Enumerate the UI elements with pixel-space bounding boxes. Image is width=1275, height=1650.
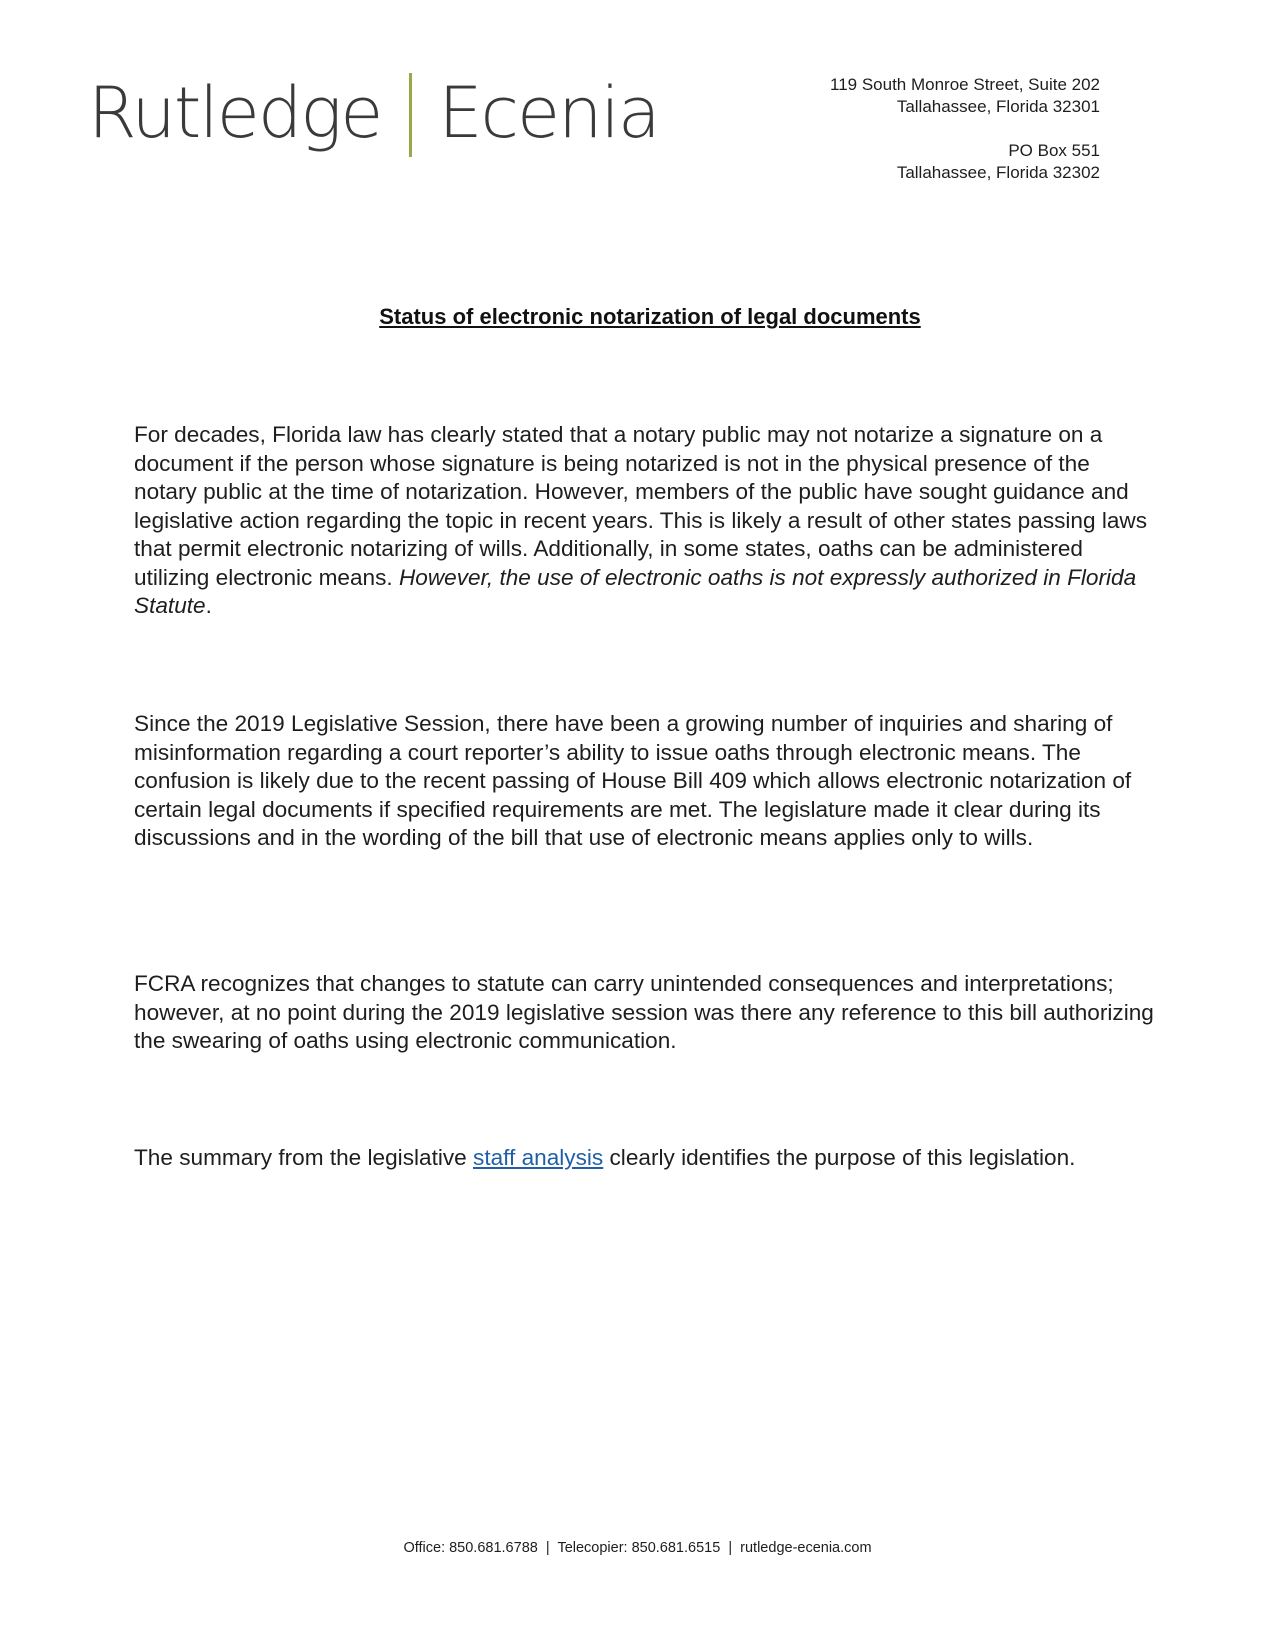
paragraph-4-before: The summary from the legislative: [134, 1145, 474, 1170]
street-city: Tallahassee, Florida 32301: [896, 97, 1100, 116]
po-box-block: [830, 140, 1100, 184]
paragraph-1-text: For decades, Florida law has clearly stated that a notary public may not notarize a signature on a document if the person whose signature is being notarized is not in the physical presence of the notary public at the time of notarization. However, members of the public have sought guidance and legislative action regarding the topic in recent years. This is likely a result of other states passing laws that permit electronic notarizing of wills. Additionally, in some states, oaths can be administered utilizing electronic means.: [134, 422, 1148, 590]
logo-divider: [409, 73, 412, 157]
po-city: Tallahassee, Florida 32302: [896, 163, 1100, 182]
document-title: Status of electronic notarization of legal documents: [379, 304, 921, 329]
street-address-block: [830, 74, 1100, 118]
paragraph-4-after: clearly identifies the purpose of this legislation.: [603, 1145, 1076, 1170]
staff-analysis-link[interactable]: staff analysis: [473, 1145, 604, 1170]
logo-text-left: Rutledge: [88, 72, 382, 154]
paragraph-1: [134, 421, 1154, 621]
paragraph-1-italic: However, the use of electronic oaths is not expressly authorized in Florida Statute: [134, 564, 1137, 618]
firm-logo: [88, 68, 659, 158]
paragraph-2: Since the 2019 Legislative Session, there have been a growing number of inquiries and sharing of misinformation regarding a court reporter’s ability to issue oaths through electronic means. The confusion is likely due to the recent passing of House Bill 409 which allows electronic notarization of certain legal documents if specified requirements are met. The legislature made it clear during its discussions and in the wording of the bill that use of electronic means applies only to wills.: [134, 711, 1132, 850]
letterhead-address: [830, 74, 1100, 184]
paragraph-4: [134, 1144, 1154, 1173]
street-address: 119 South Monroe Street, Suite 202: [830, 75, 1100, 94]
po-box: PO Box 551: [1008, 141, 1100, 160]
page-footer: Office: 850.681.6788 | Telecopier: 850.681.6515 | rutledge-ecenia.com: [403, 1540, 872, 1556]
logo-text-right: Ecenia: [438, 72, 659, 154]
paragraph-3: FCRA recognizes that changes to statute can carry unintended consequences and interpretations; however, at no point during the 2019 legislative session was there any reference to this bill authorizing the swearing of oaths using electronic communication.: [134, 971, 1154, 1053]
paragraph-1-end: .: [205, 593, 212, 618]
